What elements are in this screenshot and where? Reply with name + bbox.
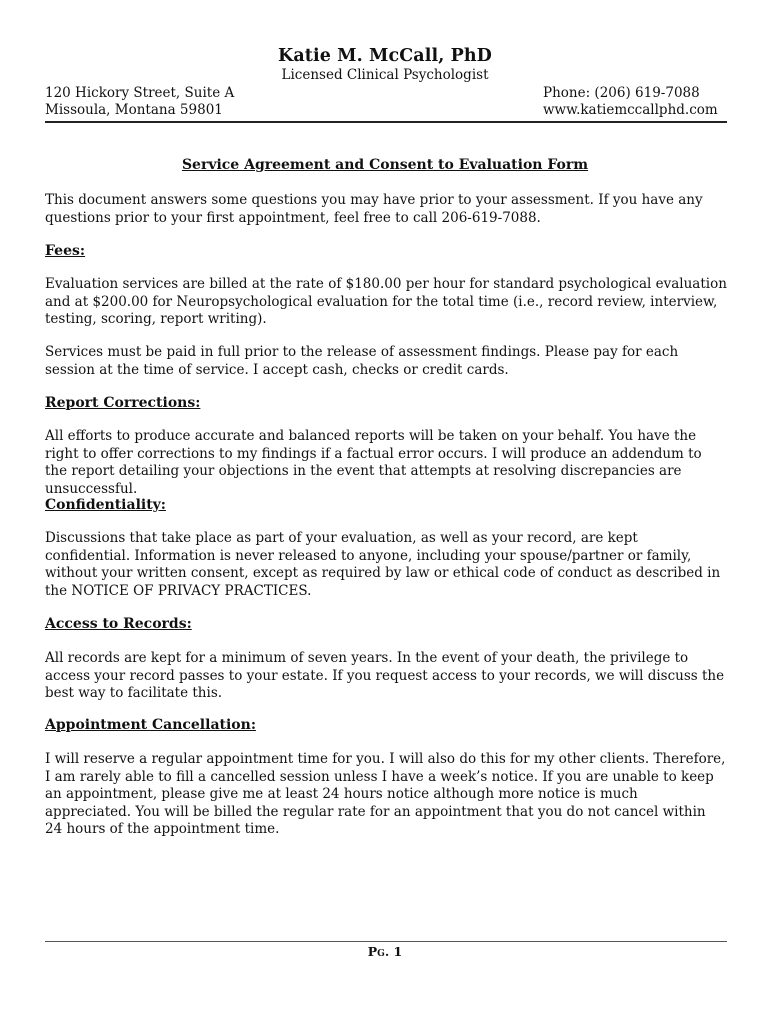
confidentiality-paragraph: Discussions that take place as part of your evaluation, as well as your record, are kept confidential. Information is never released to anyone, including your spouse/partner or family, without your written consent, except as required by law or ethical code of conduct as described in the NOTICE OF PRIVACY PRACTICES. bbox=[45, 530, 721, 599]
author-name: Katie M. McCall, PhD bbox=[278, 46, 492, 66]
intro-paragraph: This document answers some questions you may have prior to your assessment. If you have any questions prior to your first appointment, feel free to call 206-619-7088. bbox=[45, 192, 703, 226]
phone-number: Phone: (206) 619-7088 bbox=[543, 85, 700, 101]
address-line-2: Missoula, Montana 59801 bbox=[45, 102, 223, 118]
access-to-records-heading: Access to Records: bbox=[45, 616, 192, 632]
access-to-records-paragraph: All records are kept for a minimum of seven years. In the event of your death, the privilege to access your record passes to your estate. If you request access to your records, we will discuss the best way to facilitate this. bbox=[45, 650, 725, 701]
fees-paragraph-2: Services must be paid in full prior to the release of assessment findings. Please pay for each session at the time of service. I accept cash, checks or credit cards. bbox=[45, 344, 679, 378]
appointment-cancellation-paragraph: I will reserve a regular appointment time for you. I will also do this for my other clients. Therefore, I am rarely able to fill a cancelled session unless I have a week’s notice. If you are unable to keep an appointment, please give me at least 24 hours notice although more notice is much appreciated. You will be billed the regular rate for an appointment that you do not cancel within 24 hours of the appointment time. bbox=[45, 751, 726, 837]
confidentiality-heading: Confidentiality: bbox=[45, 497, 166, 513]
report-corrections-paragraph: All efforts to produce accurate and balanced reports will be taken on your behalf. You have the right to offer corrections to my findings if a factual error occurs. I will produce an addendum to the report detailing your objections in the event that attempts at resolving discrepancies are unsuccessful. bbox=[45, 428, 702, 497]
footer-divider bbox=[45, 941, 727, 942]
document-title: Service Agreement and Consent to Evaluation Form bbox=[181, 157, 589, 173]
appointment-cancellation-heading: Appointment Cancellation: bbox=[45, 717, 256, 733]
author-title: Licensed Clinical Psychologist bbox=[281, 67, 489, 83]
header-divider bbox=[45, 121, 727, 123]
website-url: www.katiemccallphd.com bbox=[543, 102, 718, 118]
address-line-1: 120 Hickory Street, Suite A bbox=[45, 85, 235, 101]
fees-paragraph-1: Evaluation services are billed at the rate of $180.00 per hour for standard psychological evaluation and at $200.00 for Neuropsychological evaluation for the total time (i.e., record review, interview, testing, scoring, report writing). bbox=[45, 276, 727, 327]
report-corrections-heading: Report Corrections: bbox=[45, 395, 201, 411]
page-number: Pg. 1 bbox=[367, 944, 403, 959]
fees-heading: Fees: bbox=[45, 243, 86, 259]
